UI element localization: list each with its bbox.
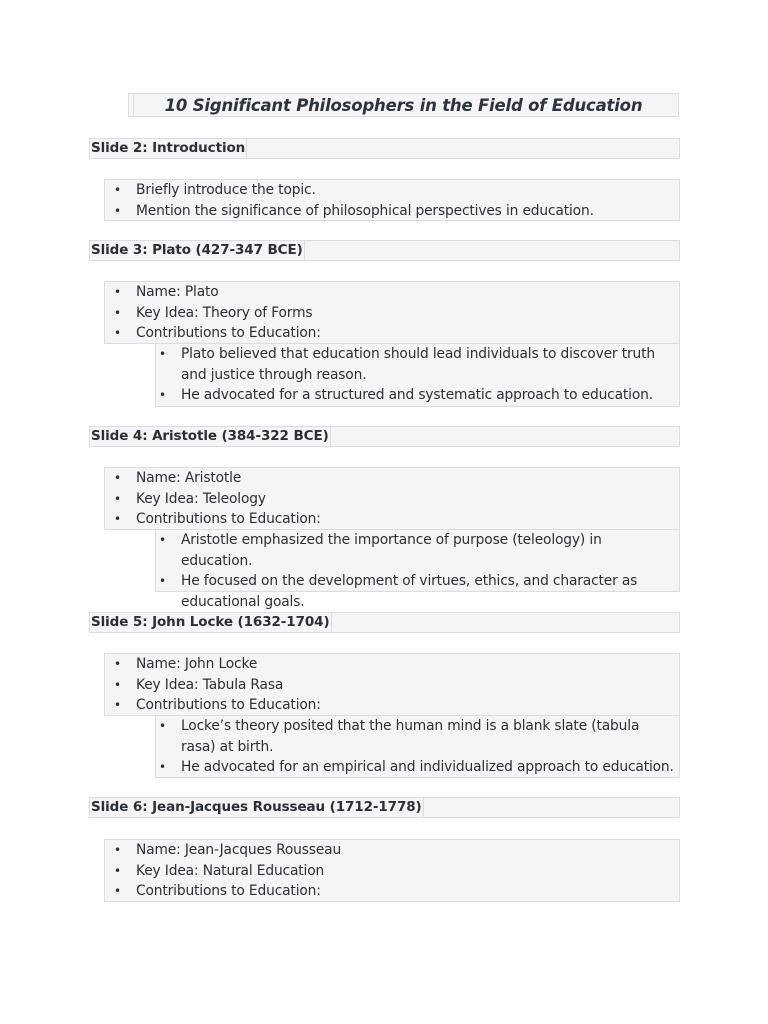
bullet-list-box xyxy=(104,839,680,902)
sub-bullet-list xyxy=(156,530,679,612)
slide-heading: Slide 4: Aristotle (384-322 BCE) xyxy=(91,428,329,444)
bullet-icon: • xyxy=(114,285,121,299)
list-item-text: He focused on the development of virtues, ethics, and character as educational goals. xyxy=(181,573,638,610)
list-item-text: Plato believed that education should lead individuals to discover truth and justice through reason. xyxy=(181,346,655,383)
list-item xyxy=(105,675,679,696)
list-item-text: Name: Plato xyxy=(136,284,219,300)
document-title: 10 Significant Philosophers in the Field of Education xyxy=(164,95,643,115)
list-item xyxy=(156,385,679,406)
slide-heading: Slide 2: Introduction xyxy=(91,140,246,156)
sub-bullet-list-box xyxy=(155,529,680,610)
list-item xyxy=(105,468,679,489)
list-item xyxy=(105,180,679,201)
bullet-icon: • xyxy=(114,183,121,197)
sub-bullet-list-box xyxy=(155,343,680,407)
list-item xyxy=(105,840,679,861)
list-item xyxy=(105,323,679,344)
bullet-list-box xyxy=(104,653,680,716)
slide-heading: Slide 3: Plato (427-347 BCE) xyxy=(91,242,303,258)
bullet-list xyxy=(105,840,679,902)
list-item-text: Key Idea: Teleology xyxy=(136,490,266,507)
list-item xyxy=(105,695,679,716)
list-item xyxy=(156,757,679,778)
list-item xyxy=(156,716,679,757)
bullet-icon: • xyxy=(114,471,121,485)
list-item xyxy=(105,282,679,303)
bullet-icon: • xyxy=(159,388,166,403)
slide-heading-box xyxy=(89,612,680,633)
list-item-text: Key Idea: Natural Education xyxy=(136,862,325,879)
list-item-text: Key Idea: Tabula Rasa xyxy=(136,676,284,693)
bullet-list xyxy=(105,180,679,221)
slide-heading-box xyxy=(89,426,680,447)
slide-heading-box xyxy=(89,240,680,261)
bullet-icon: • xyxy=(159,760,166,775)
bullet-icon: • xyxy=(159,574,166,589)
bullet-icon: • xyxy=(114,863,121,878)
list-item-text: He advocated for a structured and systematic approach to education. xyxy=(181,387,653,404)
list-item-text: Locke’s theory posited that the human mind is a blank slate (tabula rasa) at birth. xyxy=(181,718,640,755)
bullet-list xyxy=(105,468,679,530)
title-box-divider xyxy=(133,94,134,116)
bullet-icon: • xyxy=(114,491,121,506)
bullet-icon: • xyxy=(159,347,166,361)
list-item xyxy=(105,201,679,222)
bullet-icon: • xyxy=(159,533,166,547)
bullet-icon: • xyxy=(114,326,121,341)
list-item-text: Contributions to Education: xyxy=(136,325,321,342)
list-item-text: Mention the significance of philosophical perspectives in education. xyxy=(136,202,594,219)
list-item xyxy=(105,881,679,902)
list-item xyxy=(105,303,679,324)
bullet-icon: • xyxy=(114,203,121,218)
list-item-text: Name: Aristotle xyxy=(136,470,242,486)
bullet-icon: • xyxy=(114,512,121,527)
bullet-icon: • xyxy=(114,843,121,857)
list-item-text: Contributions to Education: xyxy=(136,883,321,900)
sub-bullet-list-box xyxy=(155,715,680,778)
list-item-text: Contributions to Education: xyxy=(136,697,321,714)
bullet-icon: • xyxy=(114,657,121,671)
list-item xyxy=(105,861,679,882)
sub-bullet-list xyxy=(156,344,679,406)
list-item-text: He advocated for an empirical and individualized approach to education. xyxy=(181,759,674,776)
list-item xyxy=(156,344,679,385)
list-item-text: Aristotle emphasized the importance of purpose (teleology) in education. xyxy=(181,532,602,569)
sub-bullet-list xyxy=(156,716,679,778)
bullet-icon: • xyxy=(114,677,121,692)
list-item xyxy=(156,571,679,612)
list-item xyxy=(105,654,679,675)
slide-heading: Slide 6: Jean-Jacques Rousseau (1712-1778) xyxy=(91,799,422,815)
slide-heading-box xyxy=(89,138,680,159)
list-item xyxy=(156,530,679,571)
bullet-list-box xyxy=(104,281,680,344)
bullet-list-box xyxy=(104,467,680,530)
list-item-text: Contributions to Education: xyxy=(136,511,321,528)
bullet-icon: • xyxy=(159,719,166,733)
bullet-icon: • xyxy=(114,698,121,713)
list-item-text: Name: John Locke xyxy=(136,656,258,672)
bullet-list xyxy=(105,654,679,716)
bullet-list-box xyxy=(104,179,680,221)
document-title-box xyxy=(128,93,679,117)
list-item-text: Name: Jean-Jacques Rousseau xyxy=(136,842,342,858)
list-item xyxy=(105,489,679,510)
bullet-icon: • xyxy=(114,305,121,320)
bullet-list xyxy=(105,282,679,344)
slide-heading: Slide 5: John Locke (1632-1704) xyxy=(91,614,330,630)
slide-heading-box xyxy=(89,797,680,818)
list-item xyxy=(105,509,679,530)
list-item-text: Briefly introduce the topic. xyxy=(136,182,316,198)
list-item-text: Key Idea: Theory of Forms xyxy=(136,304,313,321)
bullet-icon: • xyxy=(114,884,121,899)
